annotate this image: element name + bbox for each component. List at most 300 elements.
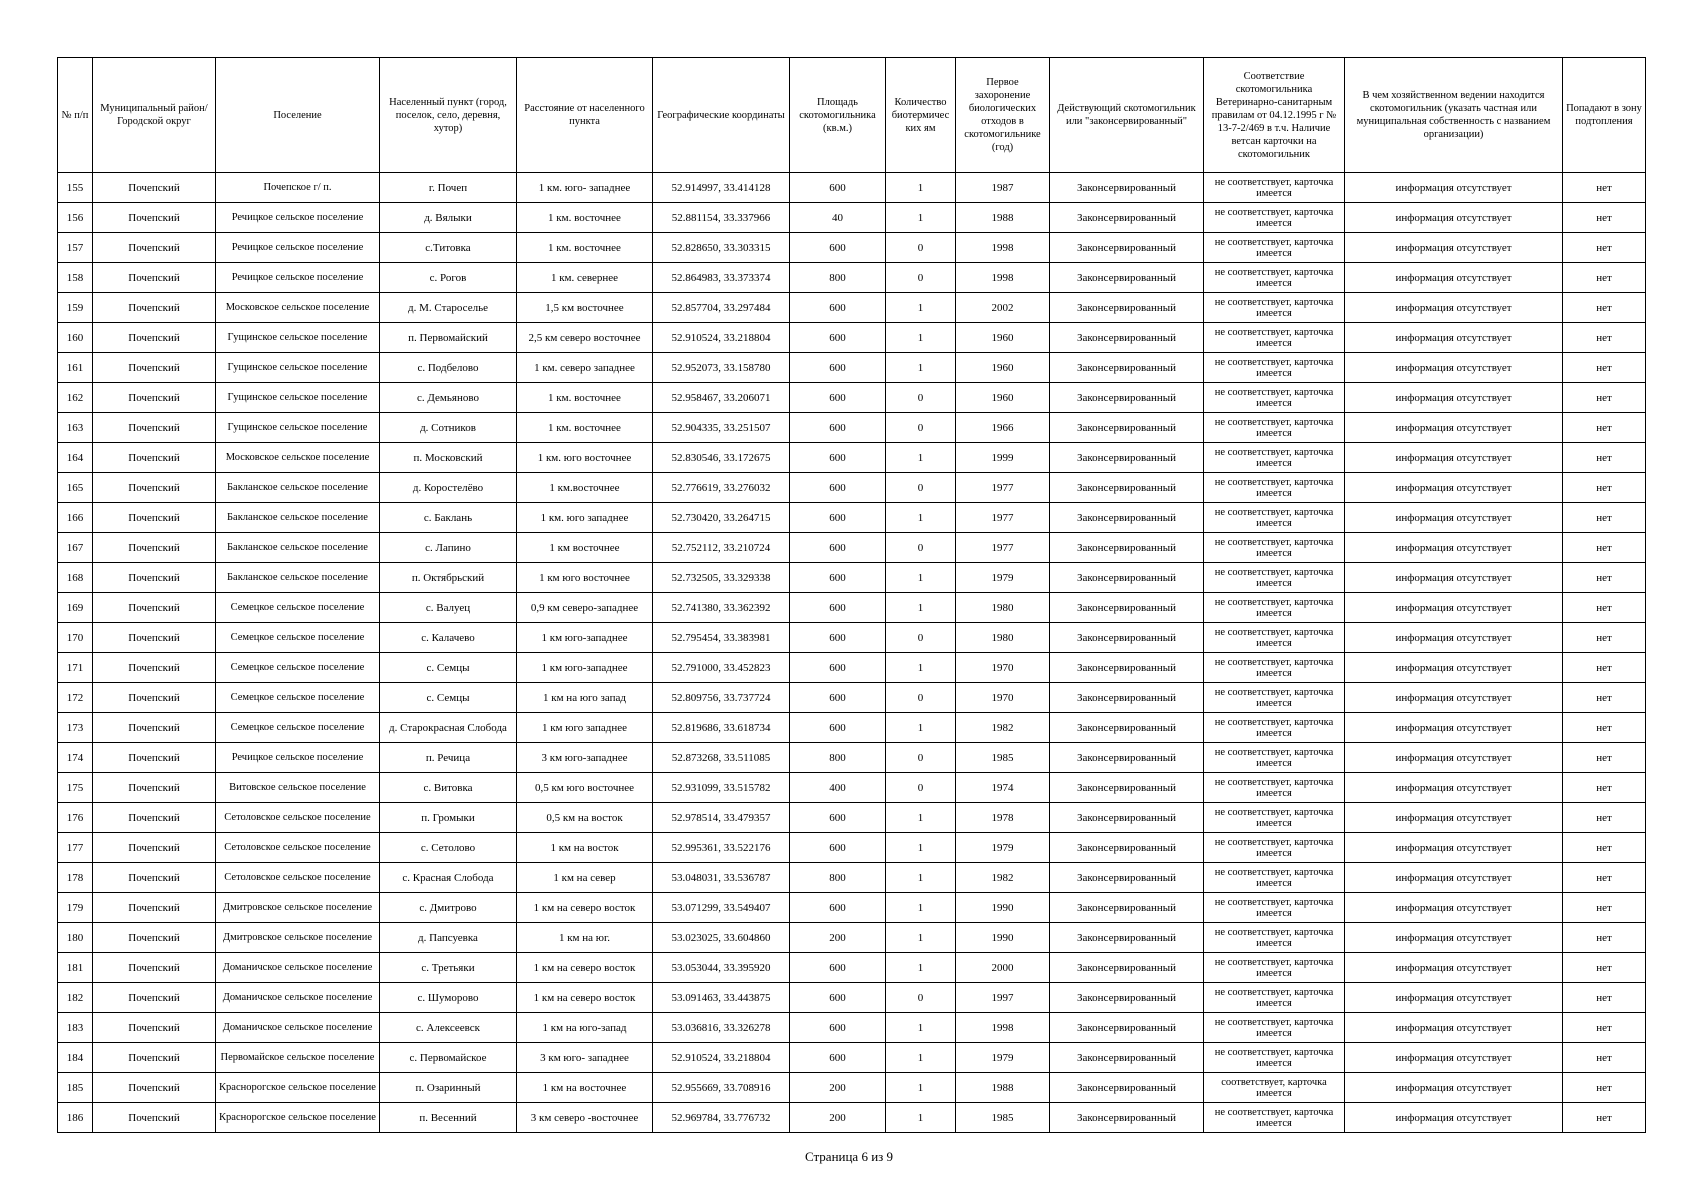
cell-locality: с. Калачево — [380, 623, 517, 653]
cell-status: Законсервированный — [1050, 653, 1204, 683]
cell-ownership: информация отсутствует — [1345, 893, 1563, 923]
cell-compliance: не соответствует, карточка имеется — [1204, 893, 1345, 923]
cell-number: 182 — [58, 983, 93, 1013]
cell-area: 800 — [790, 863, 886, 893]
cell-number: 174 — [58, 743, 93, 773]
cell-area: 600 — [790, 803, 886, 833]
cell-area: 600 — [790, 293, 886, 323]
cell-flood-zone: нет — [1563, 623, 1646, 653]
cell-settlement: Почепское г/ п. — [216, 173, 380, 203]
cell-number: 177 — [58, 833, 93, 863]
cell-number: 178 — [58, 863, 93, 893]
cell-locality: с. Подбелово — [380, 353, 517, 383]
cell-ownership: информация отсутствует — [1345, 443, 1563, 473]
cell-settlement: Гущинское сельское поселение — [216, 413, 380, 443]
cell-settlement: Московское сельское поселение — [216, 293, 380, 323]
cell-number: 163 — [58, 413, 93, 443]
cell-locality: д. Коростелёво — [380, 473, 517, 503]
cell-ownership: информация отсутствует — [1345, 503, 1563, 533]
cell-first-burial-year: 1998 — [956, 1013, 1050, 1043]
cell-settlement: Доманичское сельское поселение — [216, 953, 380, 983]
cell-compliance: не соответствует, карточка имеется — [1204, 1013, 1345, 1043]
cell-pits: 1 — [886, 1103, 956, 1133]
cell-first-burial-year: 1990 — [956, 893, 1050, 923]
cell-compliance: не соответствует, карточка имеется — [1204, 833, 1345, 863]
cell-district: Почепский — [93, 1103, 216, 1133]
cell-pits: 0 — [886, 743, 956, 773]
cell-distance: 1 км. восточнее — [517, 203, 653, 233]
table-row — [58, 293, 1646, 323]
cell-settlement: Речицкое сельское поселение — [216, 743, 380, 773]
cell-locality: п. Московский — [380, 443, 517, 473]
cell-compliance: не соответствует, карточка имеется — [1204, 443, 1345, 473]
cell-locality: с. Баклань — [380, 503, 517, 533]
cell-ownership: информация отсутствует — [1345, 953, 1563, 983]
cell-number: 169 — [58, 593, 93, 623]
cell-number: 164 — [58, 443, 93, 473]
cell-area: 40 — [790, 203, 886, 233]
table-row — [58, 503, 1646, 533]
column-header: Количество биотермичес ких ям — [886, 58, 956, 173]
cell-district: Почепский — [93, 1073, 216, 1103]
cell-flood-zone: нет — [1563, 503, 1646, 533]
cell-flood-zone: нет — [1563, 803, 1646, 833]
cell-flood-zone: нет — [1563, 383, 1646, 413]
cell-pits: 1 — [886, 1073, 956, 1103]
cell-flood-zone: нет — [1563, 713, 1646, 743]
cell-district: Почепский — [93, 833, 216, 863]
cell-coordinates: 52.730420, 33.264715 — [653, 503, 790, 533]
table-row — [58, 593, 1646, 623]
cell-district: Почепский — [93, 383, 216, 413]
cell-coordinates: 52.864983, 33.373374 — [653, 263, 790, 293]
cell-compliance: не соответствует, карточка имеется — [1204, 983, 1345, 1013]
cell-pits: 1 — [886, 863, 956, 893]
cell-ownership: информация отсутствует — [1345, 1043, 1563, 1073]
cell-coordinates: 53.036816, 33.326278 — [653, 1013, 790, 1043]
cell-area: 200 — [790, 1073, 886, 1103]
cell-first-burial-year: 1977 — [956, 503, 1050, 533]
table-row — [58, 803, 1646, 833]
cell-district: Почепский — [93, 353, 216, 383]
cell-area: 600 — [790, 953, 886, 983]
cell-coordinates: 52.881154, 33.337966 — [653, 203, 790, 233]
cell-flood-zone: нет — [1563, 293, 1646, 323]
cell-number: 155 — [58, 173, 93, 203]
cell-first-burial-year: 1988 — [956, 1073, 1050, 1103]
cell-number: 176 — [58, 803, 93, 833]
column-header: № п/п — [58, 58, 93, 173]
cell-area: 600 — [790, 233, 886, 263]
cell-area: 200 — [790, 1103, 886, 1133]
cell-first-burial-year: 1982 — [956, 863, 1050, 893]
cell-number: 167 — [58, 533, 93, 563]
cell-distance: 1 км юго восточнее — [517, 563, 653, 593]
cell-area: 600 — [790, 653, 886, 683]
cell-coordinates: 52.776619, 33.276032 — [653, 473, 790, 503]
cell-ownership: информация отсутствует — [1345, 983, 1563, 1013]
cell-first-burial-year: 1960 — [956, 383, 1050, 413]
cell-compliance: соответствует, карточка имеется — [1204, 1073, 1345, 1103]
table-row — [58, 413, 1646, 443]
cell-coordinates: 52.952073, 33.158780 — [653, 353, 790, 383]
cell-status: Законсервированный — [1050, 683, 1204, 713]
cell-compliance: не соответствует, карточка имеется — [1204, 743, 1345, 773]
cell-compliance: не соответствует, карточка имеется — [1204, 1103, 1345, 1133]
table-row — [58, 563, 1646, 593]
cell-distance: 1 км.восточнее — [517, 473, 653, 503]
cell-area: 600 — [790, 443, 886, 473]
cell-status: Законсервированный — [1050, 743, 1204, 773]
cell-ownership: информация отсутствует — [1345, 623, 1563, 653]
cell-locality: д. М. Староселье — [380, 293, 517, 323]
cell-flood-zone: нет — [1563, 533, 1646, 563]
cell-first-burial-year: 1974 — [956, 773, 1050, 803]
cell-status: Законсервированный — [1050, 1073, 1204, 1103]
cell-first-burial-year: 1990 — [956, 923, 1050, 953]
cell-compliance: не соответствует, карточка имеется — [1204, 863, 1345, 893]
cell-area: 600 — [790, 563, 886, 593]
cell-first-burial-year: 2002 — [956, 293, 1050, 323]
cell-ownership: информация отсутствует — [1345, 173, 1563, 203]
cell-coordinates: 52.819686, 33.618734 — [653, 713, 790, 743]
cell-district: Почепский — [93, 773, 216, 803]
cell-settlement: Семецкое сельское поселение — [216, 713, 380, 743]
cell-status: Законсервированный — [1050, 443, 1204, 473]
cell-coordinates: 53.023025, 33.604860 — [653, 923, 790, 953]
cell-compliance: не соответствует, карточка имеется — [1204, 1043, 1345, 1073]
cell-first-burial-year: 1970 — [956, 683, 1050, 713]
cell-locality: п. Первомайский — [380, 323, 517, 353]
cell-flood-zone: нет — [1563, 263, 1646, 293]
cell-locality: п. Октябрьский — [380, 563, 517, 593]
cell-first-burial-year: 1980 — [956, 623, 1050, 653]
cell-settlement: Сетоловское сельское поселение — [216, 803, 380, 833]
cell-status: Законсервированный — [1050, 263, 1204, 293]
cell-locality: с. Алексеевск — [380, 1013, 517, 1043]
cell-first-burial-year: 1982 — [956, 713, 1050, 743]
cell-locality: д. Сотников — [380, 413, 517, 443]
table-row — [58, 683, 1646, 713]
cell-flood-zone: нет — [1563, 413, 1646, 443]
cell-district: Почепский — [93, 293, 216, 323]
cell-distance: 1 км на юг. — [517, 923, 653, 953]
cell-area: 600 — [790, 623, 886, 653]
cell-flood-zone: нет — [1563, 923, 1646, 953]
cell-flood-zone: нет — [1563, 323, 1646, 353]
cell-coordinates: 52.809756, 33.737724 — [653, 683, 790, 713]
cell-first-burial-year: 1977 — [956, 473, 1050, 503]
table-row — [58, 713, 1646, 743]
table-row — [58, 923, 1646, 953]
cell-coordinates: 53.048031, 33.536787 — [653, 863, 790, 893]
cell-status: Законсервированный — [1050, 623, 1204, 653]
cell-ownership: информация отсутствует — [1345, 473, 1563, 503]
cell-first-burial-year: 1980 — [956, 593, 1050, 623]
cell-compliance: не соответствует, карточка имеется — [1204, 653, 1345, 683]
cell-flood-zone: нет — [1563, 773, 1646, 803]
cell-area: 600 — [790, 413, 886, 443]
cell-district: Почепский — [93, 263, 216, 293]
cell-pits: 1 — [886, 893, 956, 923]
cell-coordinates: 52.969784, 33.776732 — [653, 1103, 790, 1133]
cell-distance: 1 км. восточнее — [517, 413, 653, 443]
table-row — [58, 1103, 1646, 1133]
cell-flood-zone: нет — [1563, 953, 1646, 983]
cell-settlement: Первомайское сельское поселение — [216, 1043, 380, 1073]
cell-number: 165 — [58, 473, 93, 503]
cell-status: Законсервированный — [1050, 323, 1204, 353]
table-row — [58, 1073, 1646, 1103]
column-header: Действующий скотомогильник или "законсервированный" — [1050, 58, 1204, 173]
cell-district: Почепский — [93, 743, 216, 773]
cell-number: 170 — [58, 623, 93, 653]
cell-status: Законсервированный — [1050, 833, 1204, 863]
cell-compliance: не соответствует, карточка имеется — [1204, 323, 1345, 353]
cell-ownership: информация отсутствует — [1345, 203, 1563, 233]
cell-coordinates: 52.995361, 33.522176 — [653, 833, 790, 863]
cell-status: Законсервированный — [1050, 953, 1204, 983]
cell-settlement: Бакланское сельское поселение — [216, 473, 380, 503]
cell-district: Почепский — [93, 623, 216, 653]
cell-distance: 1 км на восток — [517, 833, 653, 863]
cell-settlement: Краснорогское сельское поселение — [216, 1073, 380, 1103]
cell-status: Законсервированный — [1050, 893, 1204, 923]
cell-status: Законсервированный — [1050, 713, 1204, 743]
cell-settlement: Бакланское сельское поселение — [216, 533, 380, 563]
cell-area: 600 — [790, 533, 886, 563]
cell-area: 600 — [790, 473, 886, 503]
cell-district: Почепский — [93, 173, 216, 203]
cell-coordinates: 52.732505, 33.329338 — [653, 563, 790, 593]
cell-settlement: Дмитровское сельское поселение — [216, 923, 380, 953]
cell-ownership: информация отсутствует — [1345, 923, 1563, 953]
table-row — [58, 623, 1646, 653]
cell-flood-zone: нет — [1563, 653, 1646, 683]
cell-settlement: Доманичское сельское поселение — [216, 1013, 380, 1043]
cell-ownership: информация отсутствует — [1345, 293, 1563, 323]
cell-district: Почепский — [93, 323, 216, 353]
cell-coordinates: 53.053044, 33.395920 — [653, 953, 790, 983]
cell-distance: 1 км. севернее — [517, 263, 653, 293]
cell-ownership: информация отсутствует — [1345, 863, 1563, 893]
cell-ownership: информация отсутствует — [1345, 1013, 1563, 1043]
cell-area: 600 — [790, 503, 886, 533]
cell-district: Почепский — [93, 203, 216, 233]
cell-district: Почепский — [93, 683, 216, 713]
cell-compliance: не соответствует, карточка имеется — [1204, 563, 1345, 593]
cell-pits: 1 — [886, 953, 956, 983]
cell-district: Почепский — [93, 533, 216, 563]
cell-coordinates: 52.828650, 33.303315 — [653, 233, 790, 263]
cell-first-burial-year: 1966 — [956, 413, 1050, 443]
column-header: Попадают в зону подтопления — [1563, 58, 1646, 173]
cell-distance: 1 км юго западнее — [517, 713, 653, 743]
cell-district: Почепский — [93, 983, 216, 1013]
cell-settlement: Семецкое сельское поселение — [216, 653, 380, 683]
cell-first-burial-year: 1960 — [956, 353, 1050, 383]
cell-settlement: Семецкое сельское поселение — [216, 683, 380, 713]
cell-flood-zone: нет — [1563, 563, 1646, 593]
cell-distance: 0,5 км на восток — [517, 803, 653, 833]
cell-coordinates: 52.873268, 33.511085 — [653, 743, 790, 773]
cell-locality: с. Дмитрово — [380, 893, 517, 923]
cell-first-burial-year: 1979 — [956, 833, 1050, 863]
cell-ownership: информация отсутствует — [1345, 683, 1563, 713]
cell-first-burial-year: 1998 — [956, 233, 1050, 263]
cell-flood-zone: нет — [1563, 443, 1646, 473]
cell-compliance: не соответствует, карточка имеется — [1204, 233, 1345, 263]
cell-settlement: Московское сельское поселение — [216, 443, 380, 473]
cell-pits: 1 — [886, 503, 956, 533]
cell-compliance: не соответствует, карточка имеется — [1204, 263, 1345, 293]
cell-district: Почепский — [93, 503, 216, 533]
cell-locality: с. Валуец — [380, 593, 517, 623]
cell-locality: с. Третьяки — [380, 953, 517, 983]
cell-coordinates: 52.904335, 33.251507 — [653, 413, 790, 443]
cell-pits: 1 — [886, 563, 956, 593]
cell-locality: п. Речица — [380, 743, 517, 773]
cell-ownership: информация отсутствует — [1345, 563, 1563, 593]
cell-pits: 1 — [886, 803, 956, 833]
cell-district: Почепский — [93, 563, 216, 593]
cell-ownership: информация отсутствует — [1345, 743, 1563, 773]
cell-ownership: информация отсутствует — [1345, 653, 1563, 683]
cell-district: Почепский — [93, 233, 216, 263]
cell-settlement: Бакланское сельское поселение — [216, 503, 380, 533]
cell-ownership: информация отсутствует — [1345, 533, 1563, 563]
table-row — [58, 653, 1646, 683]
cell-compliance: не соответствует, карточка имеется — [1204, 293, 1345, 323]
cell-distance: 1 км на север — [517, 863, 653, 893]
cell-coordinates: 52.857704, 33.297484 — [653, 293, 790, 323]
cell-distance: 1 км на восточнее — [517, 1073, 653, 1103]
cell-compliance: не соответствует, карточка имеется — [1204, 383, 1345, 413]
cell-pits: 0 — [886, 683, 956, 713]
cell-district: Почепский — [93, 893, 216, 923]
cell-distance: 1 км. юго западнее — [517, 503, 653, 533]
cell-coordinates: 52.978514, 33.479357 — [653, 803, 790, 833]
cell-pits: 0 — [886, 263, 956, 293]
cell-distance: 1 км на юго запад — [517, 683, 653, 713]
cell-number: 180 — [58, 923, 93, 953]
cell-first-burial-year: 1979 — [956, 563, 1050, 593]
table-row — [58, 1043, 1646, 1073]
cell-compliance: не соответствует, карточка имеется — [1204, 593, 1345, 623]
cell-distance: 1 км. юго восточнее — [517, 443, 653, 473]
cell-coordinates: 52.931099, 33.515782 — [653, 773, 790, 803]
cell-locality: д. Вялыки — [380, 203, 517, 233]
cell-status: Законсервированный — [1050, 293, 1204, 323]
cell-pits: 0 — [886, 983, 956, 1013]
cell-ownership: информация отсутствует — [1345, 263, 1563, 293]
cell-pits: 0 — [886, 473, 956, 503]
cell-area: 600 — [790, 683, 886, 713]
cell-number: 175 — [58, 773, 93, 803]
cell-settlement: Речицкое сельское поселение — [216, 233, 380, 263]
cell-number: 166 — [58, 503, 93, 533]
cell-district: Почепский — [93, 653, 216, 683]
cell-compliance: не соответствует, карточка имеется — [1204, 173, 1345, 203]
cell-number: 179 — [58, 893, 93, 923]
cell-settlement: Сетоловское сельское поселение — [216, 863, 380, 893]
cell-ownership: информация отсутствует — [1345, 803, 1563, 833]
cell-district: Почепский — [93, 923, 216, 953]
cell-status: Законсервированный — [1050, 863, 1204, 893]
cell-flood-zone: нет — [1563, 833, 1646, 863]
cell-locality: с. Семцы — [380, 653, 517, 683]
cell-ownership: информация отсутствует — [1345, 323, 1563, 353]
cell-pits: 1 — [886, 593, 956, 623]
cell-compliance: не соответствует, карточка имеется — [1204, 473, 1345, 503]
cell-settlement: Дмитровское сельское поселение — [216, 893, 380, 923]
cell-distance: 3 км юго-западнее — [517, 743, 653, 773]
cell-area: 600 — [790, 713, 886, 743]
cell-number: 184 — [58, 1043, 93, 1073]
cell-flood-zone: нет — [1563, 1043, 1646, 1073]
cell-compliance: не соответствует, карточка имеется — [1204, 203, 1345, 233]
table-row — [58, 893, 1646, 923]
cell-pits: 0 — [886, 623, 956, 653]
cell-area: 800 — [790, 263, 886, 293]
cell-area: 600 — [790, 983, 886, 1013]
cell-ownership: информация отсутствует — [1345, 233, 1563, 263]
cell-distance: 0,5 км юго восточнее — [517, 773, 653, 803]
cell-ownership: информация отсутствует — [1345, 773, 1563, 803]
cell-status: Законсервированный — [1050, 983, 1204, 1013]
cell-district: Почепский — [93, 863, 216, 893]
cell-status: Законсервированный — [1050, 1013, 1204, 1043]
cell-flood-zone: нет — [1563, 863, 1646, 893]
cell-distance: 3 км северо -восточнее — [517, 1103, 653, 1133]
cell-settlement: Сетоловское сельское поселение — [216, 833, 380, 863]
cell-number: 171 — [58, 653, 93, 683]
cell-settlement: Семецкое сельское поселение — [216, 623, 380, 653]
cell-pits: 1 — [886, 1043, 956, 1073]
cell-pits: 1 — [886, 923, 956, 953]
column-header: Площадь скотомогильника (кв.м.) — [790, 58, 886, 173]
cell-area: 600 — [790, 1013, 886, 1043]
table-row — [58, 983, 1646, 1013]
column-header: Географические координаты — [653, 58, 790, 173]
cell-first-burial-year: 1960 — [956, 323, 1050, 353]
cell-pits: 1 — [886, 293, 956, 323]
cell-pits: 0 — [886, 413, 956, 443]
cell-flood-zone: нет — [1563, 1103, 1646, 1133]
cell-locality: с. Красная Слобода — [380, 863, 517, 893]
cell-district: Почепский — [93, 1013, 216, 1043]
cell-flood-zone: нет — [1563, 353, 1646, 383]
cell-pits: 0 — [886, 233, 956, 263]
cell-settlement: Бакланское сельское поселение — [216, 563, 380, 593]
cell-first-burial-year: 1985 — [956, 1103, 1050, 1133]
cell-ownership: информация отсутствует — [1345, 1103, 1563, 1133]
cell-compliance: не соответствует, карточка имеется — [1204, 953, 1345, 983]
cell-number: 161 — [58, 353, 93, 383]
cell-distance: 1 км. северо западнее — [517, 353, 653, 383]
cell-pits: 1 — [886, 833, 956, 863]
cell-first-burial-year: 1998 — [956, 263, 1050, 293]
cell-compliance: не соответствует, карточка имеется — [1204, 713, 1345, 743]
table-row — [58, 353, 1646, 383]
cell-coordinates: 52.958467, 33.206071 — [653, 383, 790, 413]
cell-district: Почепский — [93, 593, 216, 623]
cell-distance: 1 км на северо восток — [517, 893, 653, 923]
cell-pits: 1 — [886, 323, 956, 353]
cell-number: 173 — [58, 713, 93, 743]
cell-first-burial-year: 1985 — [956, 743, 1050, 773]
cell-settlement: Гущинское сельское поселение — [216, 353, 380, 383]
